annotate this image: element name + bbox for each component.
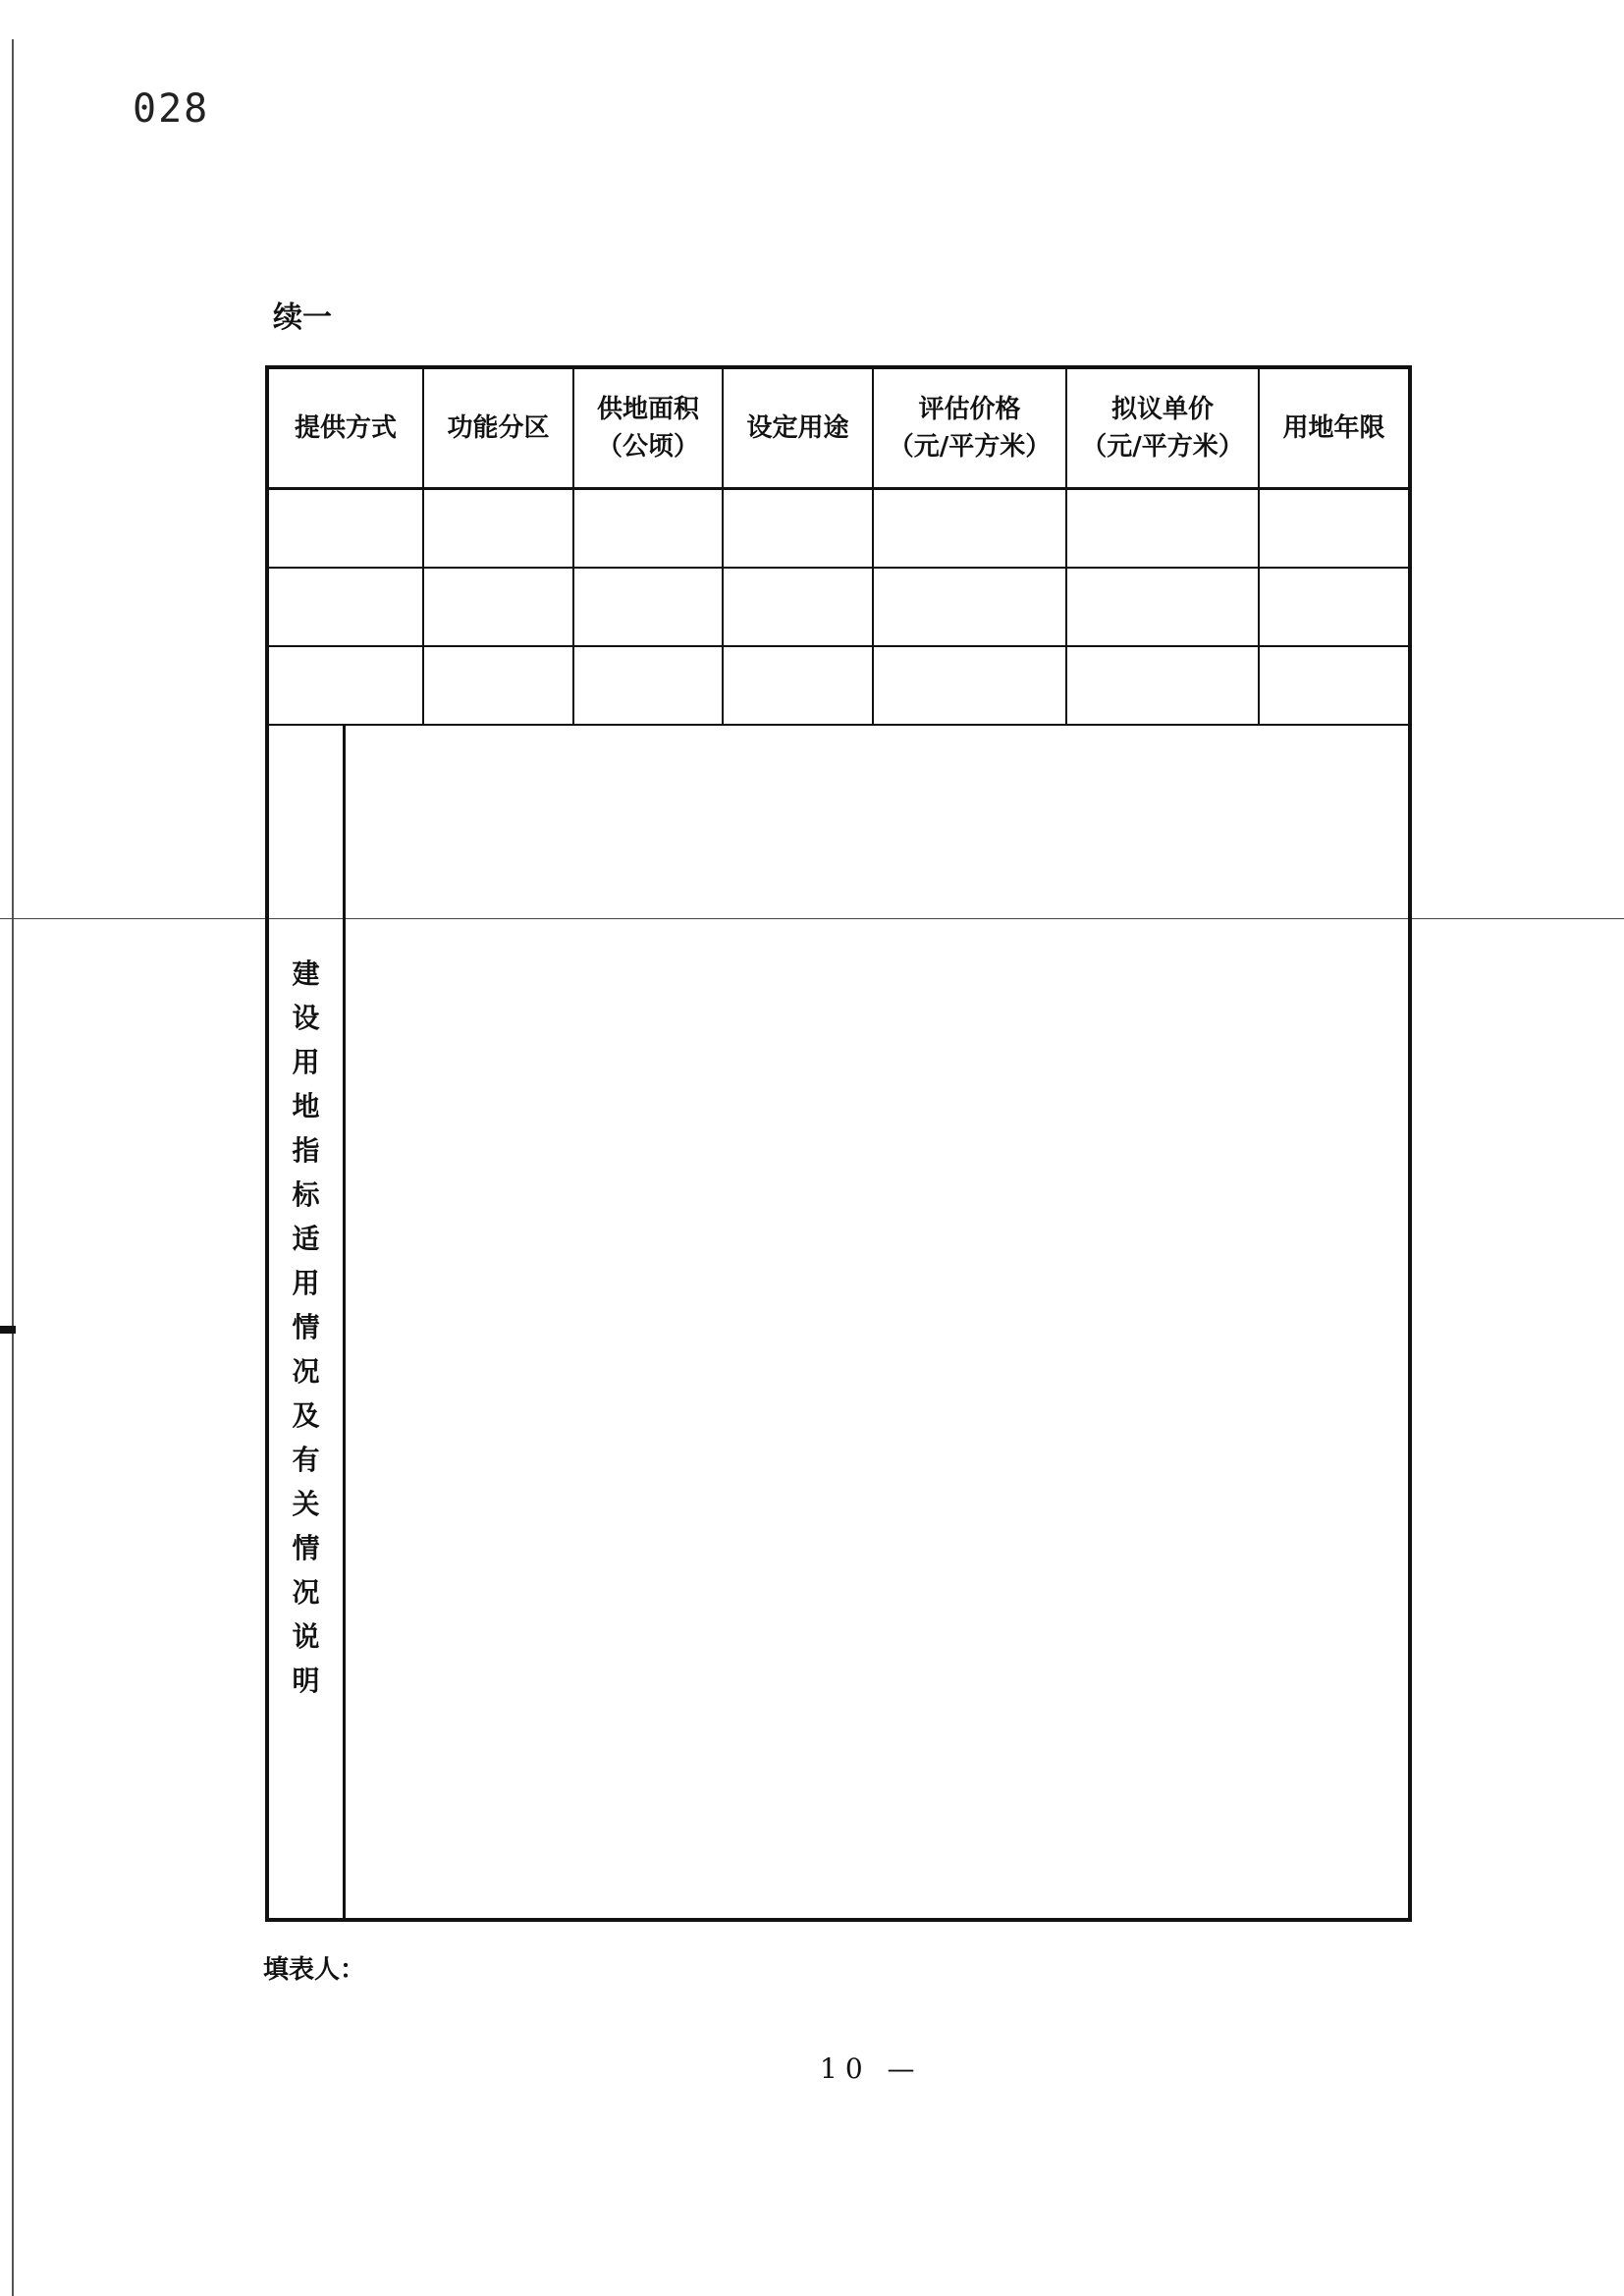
notes-label-char: 标: [292, 1177, 320, 1211]
notes-label-char: 说: [292, 1619, 320, 1653]
notes-input-area[interactable]: [346, 726, 1408, 1918]
notes-label-char: 情: [292, 1531, 320, 1564]
table-cell[interactable]: [424, 647, 574, 724]
table-cell[interactable]: [1067, 490, 1260, 567]
notes-label-char: 设: [292, 1001, 320, 1034]
header-proposed-price: 拟议单价 （元/平方米）: [1067, 369, 1260, 487]
notes-label-char: 明: [292, 1664, 320, 1697]
header-land-term: 用地年限: [1282, 413, 1385, 443]
notes-label-char: 及: [292, 1398, 320, 1432]
footer-page-number: 10 —: [820, 2052, 923, 2085]
header-assessed-price: 评估价格 （元/平方米）: [874, 369, 1067, 487]
table-cell[interactable]: [424, 569, 574, 645]
table-cell[interactable]: [574, 569, 724, 645]
table-cell[interactable]: [874, 647, 1067, 724]
table-cell[interactable]: [874, 490, 1067, 567]
notes-label-char: 况: [292, 1354, 320, 1388]
notes-label-char: 适: [292, 1222, 320, 1255]
notes-label-char: 情: [292, 1310, 320, 1343]
table-cell[interactable]: [269, 569, 424, 645]
notes-label-char: 用: [292, 1045, 320, 1078]
table-header-row: [269, 369, 1408, 490]
table-cell[interactable]: [874, 569, 1067, 645]
notes-label-char: 用: [292, 1266, 320, 1299]
notes-section: [269, 726, 1408, 1918]
table-cell[interactable]: [424, 490, 574, 567]
table-cell[interactable]: [724, 647, 874, 724]
table-cell[interactable]: [269, 647, 424, 724]
table-cell[interactable]: [724, 569, 874, 645]
notes-label: [269, 726, 346, 1918]
notes-label-char: 况: [292, 1575, 320, 1609]
notes-label-char: 关: [292, 1487, 320, 1520]
table-row: [269, 647, 1408, 726]
table-cell[interactable]: [724, 490, 874, 567]
table-cell[interactable]: [1067, 647, 1260, 724]
notes-label-char: 指: [292, 1133, 320, 1167]
scan-edge-line: [12, 39, 14, 2296]
form-filler-label: 填表人：: [263, 1955, 366, 1985]
header-supply-method: 提供方式: [269, 369, 424, 487]
notes-label-char: 地: [292, 1089, 320, 1122]
table-cell[interactable]: [269, 490, 424, 567]
header-functional-zone: 功能分区: [424, 369, 574, 487]
table-row: [269, 490, 1408, 569]
table-cell[interactable]: [1260, 490, 1408, 567]
land-supply-form-table: [265, 365, 1412, 1922]
notes-label-char: 建: [292, 957, 320, 990]
header-land-area: 供地面积 （公顷）: [574, 369, 724, 487]
header-intended-use: 设定用途: [724, 369, 874, 487]
scan-edge-mark: [0, 1326, 16, 1334]
table-cell[interactable]: [1067, 569, 1260, 645]
page-number: 028: [133, 86, 210, 132]
table-cell[interactable]: [574, 647, 724, 724]
table-cell[interactable]: [574, 490, 724, 567]
table-cell[interactable]: [1260, 569, 1408, 645]
section-label: 续一: [273, 301, 332, 335]
table-row: [269, 569, 1408, 647]
notes-label-char: 有: [292, 1443, 320, 1476]
table-cell[interactable]: [1260, 647, 1408, 724]
